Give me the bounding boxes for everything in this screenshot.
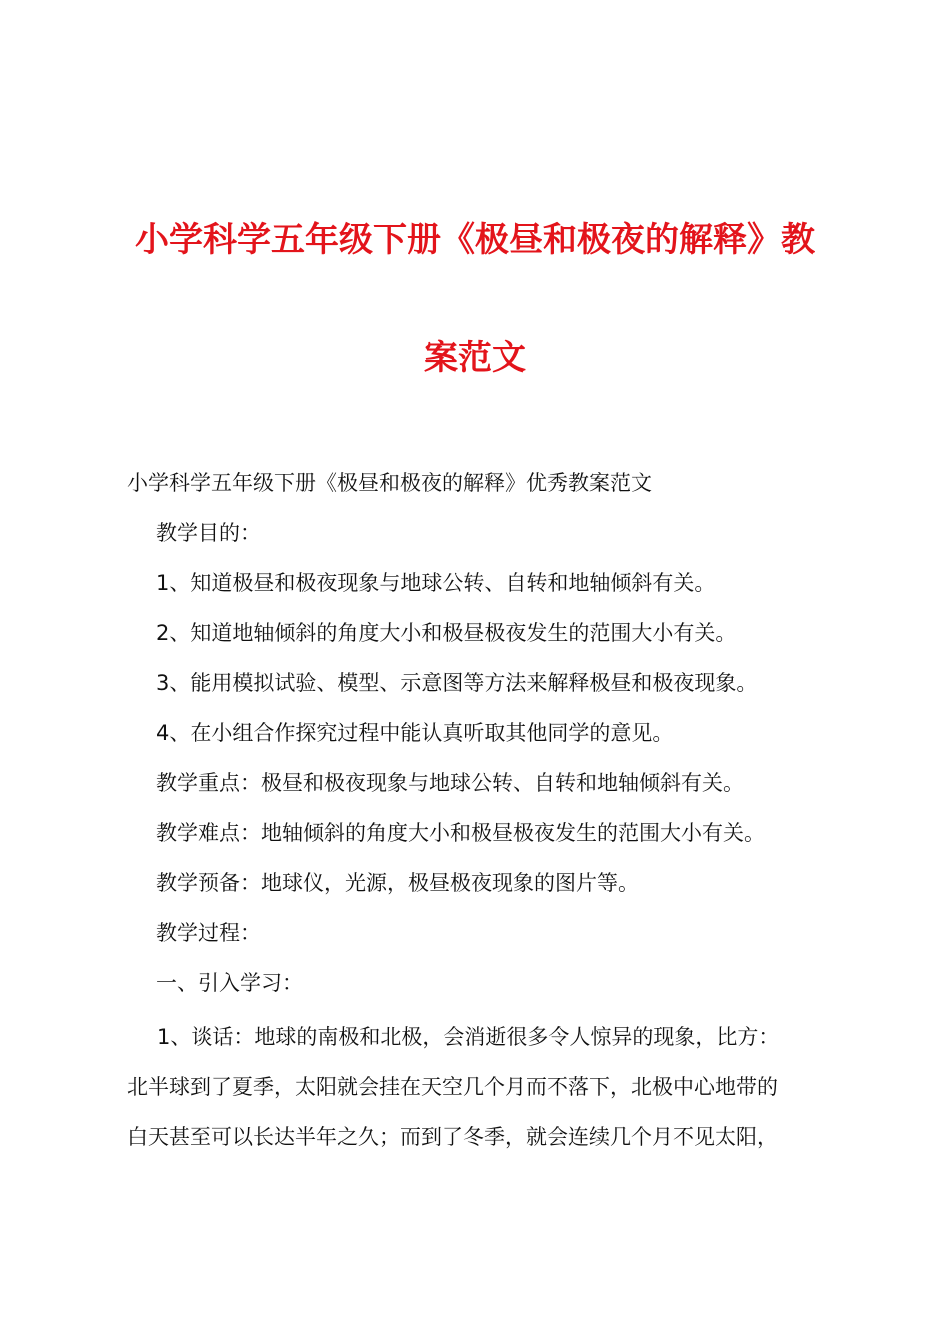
preparation-paragraph: 教学预备：地球仪，光源，极昼极夜现象的图片等。 <box>156 871 639 895</box>
document-subtitle: 小学科学五年级下册《极昼和极夜的解释》优秀教案范文 <box>127 471 652 495</box>
key-point-paragraph: 教学重点：极昼和极夜现象与地球公转、自转和地轴倾斜有关。 <box>156 771 744 795</box>
objective-item: 3、能用模拟试验、模型、示意图等方法来解释极昼和极夜现象。 <box>156 671 758 695</box>
intro-line: 1、谈话：地球的南极和北极，会消逝很多令人惊异的现象，比方： <box>157 1025 780 1049</box>
difficulty-paragraph: 教学难点：地轴倾斜的角度大小和极昼极夜发生的范围大小有关。 <box>156 821 765 845</box>
objective-item: 4、在小组合作探究过程中能认真听取其他同学的意见。 <box>156 721 674 745</box>
intro-line: 北半球到了夏季，太阳就会挂在天空几个月而不落下，北极中心地带的 <box>127 1075 778 1099</box>
document-title-line-2: 案范文 <box>424 338 526 378</box>
objectives-heading: 教学目的： <box>156 521 261 545</box>
intro-line: 白天甚至可以长达半年之久；而到了冬季，就会连续几个月不见太阳， <box>127 1125 778 1149</box>
intro-paragraph <box>127 1012 833 1162</box>
document-title-line-1: 小学科学五年级下册《极昼和极夜的解释》教 <box>135 220 815 260</box>
objective-item: 2、知道地轴倾斜的角度大小和极昼极夜发生的范围大小有关。 <box>156 621 737 645</box>
section-1-heading: 一、引入学习： <box>156 971 303 995</box>
objective-item: 1、知道极昼和极夜现象与地球公转、自转和地轴倾斜有关。 <box>156 571 716 595</box>
process-heading: 教学过程： <box>156 921 261 945</box>
